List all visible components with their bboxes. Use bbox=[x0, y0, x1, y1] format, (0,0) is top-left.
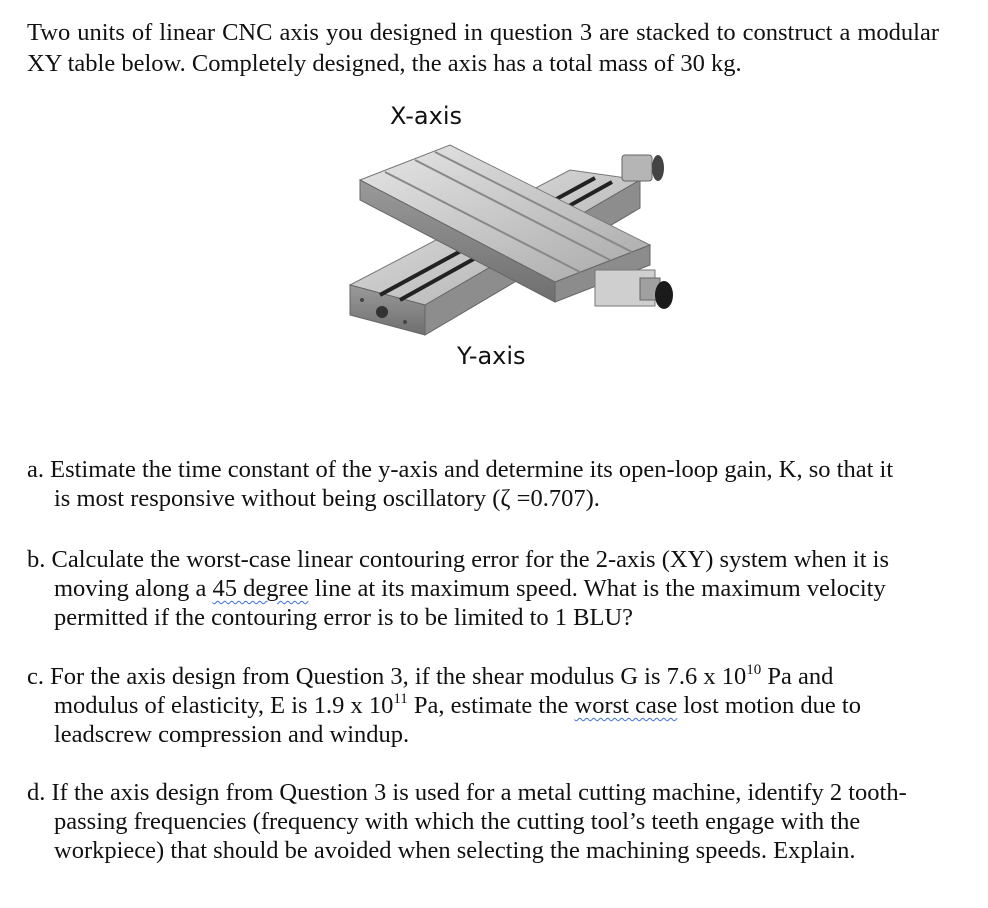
question-c bbox=[27, 662, 957, 749]
x-axis-motor-icon bbox=[655, 281, 673, 309]
question-c-line1-post: Pa and bbox=[761, 663, 834, 690]
question-c-line2-post: lost motion due to bbox=[677, 692, 861, 719]
question-c-line1 bbox=[27, 662, 957, 691]
spellcheck-underline-45-degree: 45 degree bbox=[212, 575, 309, 602]
question-d-line2: passing frequencies (frequency with which the cutting tool’s teeth engage with the bbox=[54, 808, 861, 835]
question-d-line3: workpiece) that should be avoided when selecting the machining speeds. Explain. bbox=[54, 837, 856, 864]
question-c-line2-pre: modulus of elasticity, E is 1.9 x 10 bbox=[54, 692, 394, 719]
intro-paragraph: Two units of linear CNC axis you designed in question 3 are stacked to construct a modular XY table below. Completely designed, the axis has a total mass of 30 kg. bbox=[27, 19, 939, 77]
question-b-line2 bbox=[27, 574, 957, 603]
x-axis-label: X-axis bbox=[390, 102, 462, 130]
question-c-line2-mid: Pa, estimate the bbox=[407, 692, 575, 719]
y-axis-bearing-icon bbox=[376, 306, 388, 318]
question-b bbox=[27, 545, 957, 632]
y-axis-label: Y-axis bbox=[457, 342, 526, 370]
elastic-modulus-exponent: 11 bbox=[393, 691, 408, 707]
question-d-line1: d. If the axis design from Question 3 is used for a metal cutting machine, identify 2 tooth- bbox=[27, 779, 907, 806]
spellcheck-underline-worst-case: worst case bbox=[574, 692, 678, 719]
shear-modulus-exponent: 10 bbox=[746, 662, 762, 678]
question-c-line1-pre: c. For the axis design from Question 3, if the shear modulus G is 7.6 x 10 bbox=[27, 663, 747, 690]
question-b-line3: permitted if the contouring error is to be limited to 1 BLU? bbox=[54, 604, 634, 631]
question-a-line1: a. Estimate the time constant of the y-axis and determine its open-loop gain, K, so that it bbox=[27, 456, 894, 483]
question-d bbox=[27, 778, 957, 865]
question-b-line2-post: line at its maximum speed. What is the maximum velocity bbox=[308, 575, 886, 602]
question-a-line2: is most responsive without being oscillatory (ζ =0.707). bbox=[54, 485, 600, 512]
question-a bbox=[27, 455, 957, 513]
question-b-line1: b. Calculate the worst-case linear contouring error for the 2-axis (XY) system when it is bbox=[27, 546, 889, 573]
question-c-line2 bbox=[27, 691, 957, 720]
question-c-line3: leadscrew compression and windup. bbox=[54, 721, 410, 748]
xy-table-illustration bbox=[340, 140, 680, 345]
question-b-line2-pre: moving along a bbox=[54, 575, 213, 602]
